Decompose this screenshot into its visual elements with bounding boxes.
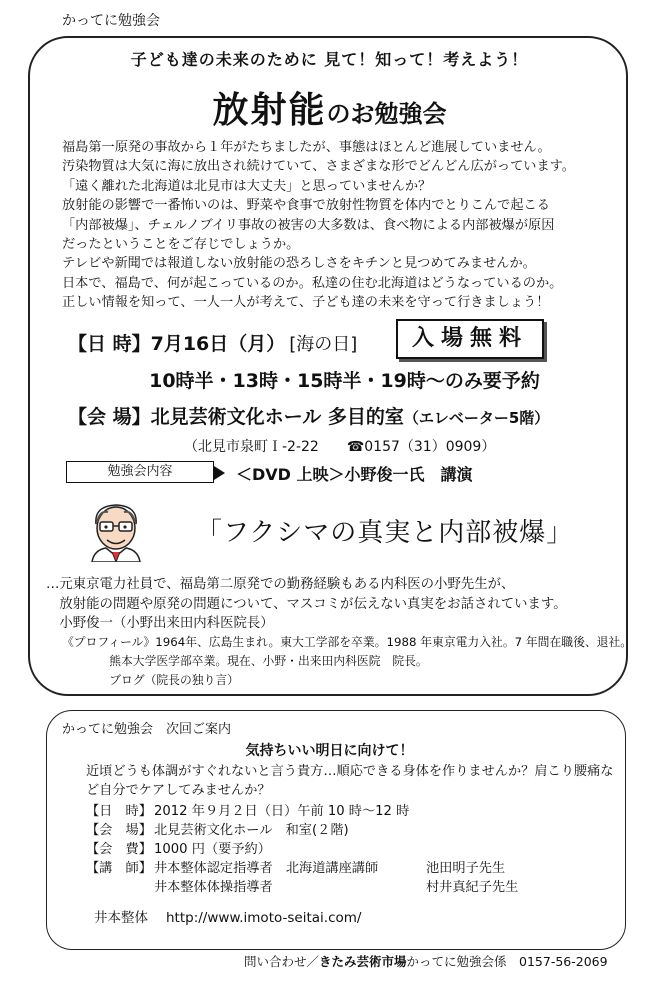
next-event-intro: 近頃どうも体調がすぐれないと言う貴方…順応できる身体を作りませんか？肩こり腰痛な ど自分でケアしてみませんか？ [86,764,614,798]
detail-label: 【講 師】 [86,861,152,876]
detail-value: 2012 年９月２日（日）午前 10 時〜12 時 [154,804,410,819]
free-admission-badge: 入場無料 [396,319,544,359]
contact-suffix: かってに勉強会係 0157-56-2069 [406,954,608,969]
contact-brand: きたみ芸術市場 [319,954,407,969]
address-text: （北見市泉町Ｉ-2-22 [184,439,319,455]
detail-value: 井本整体体操指導者 [154,880,273,895]
title-sub: のお勉強会 [326,100,447,128]
phone-number: ☎0157（31）0909） [346,439,496,455]
venue-address [184,436,495,456]
website-label: 井本整体 [94,910,148,926]
instructor-name: 池田明子先生 [426,861,506,876]
venue-label: 【会 場】北見芸術文化ホール 多目的室 [68,406,404,428]
contact-prefix: 問い合わせ／ [244,954,320,969]
event-date [68,329,357,356]
page-title [0,82,659,133]
detail-label: 【会 場】 [86,823,152,838]
date-label: 【日 時】7月16日（月） [68,333,286,355]
content-label-arrow: 勉強会内容 [66,461,214,483]
dvd-lecture-info: ＜DVD 上映＞小野俊一氏 講演 [236,465,473,484]
contact-footer [244,952,608,970]
venue-floor: （エレベーター5階） [403,409,550,427]
detail-value: 1000 円（要予約） [154,842,271,857]
website-link[interactable]: http://www.imoto-seitai.com/ [166,910,362,926]
detail-label: 【日 時】 [86,804,152,819]
speaker-cartoon-icon [84,500,148,562]
website-info [94,906,361,926]
holiday-note: [海の日] [289,334,358,355]
detail-label: 【会 費】 [86,842,152,857]
next-event-label: かってに勉強会 次回ご案内 [62,722,232,737]
event-times: 10時半・13時・15時半・19時〜のみ要予約 [149,370,540,392]
instructor-name: 村井真紀子先生 [426,880,519,895]
intro-text: 福島第一原発の事故から１年がたちましたが、事態はほとんど進展していません。 汚染物質は大気に海に放出され続けていて、さまざまな形でどんどん広がっています。 「遠く離れた北海道は北見市は大丈夫」と思っていませんか？ 放射能の影響で一番怖いのは、野菜や食事で放射性物質を体内でとりこんで起こる 「内部被爆」、チェルノブイリ事故の被害の大多数は、食べ物による内部被爆が原因 だったということをご存じでしょうか。 テレビや新聞では報道しない放射能の恐ろしさをキチンと見つめてみませんか。 日本で、福島で、何が起こっているのか。私達の住む北海道はどうなっているのか。 正しい情報を知って、一人一人が考えて、子ども達の未来を守って行きましょう！ [62,140,575,311]
detail-value: 井本整体認定指導者 北海道講座講師 [154,861,379,876]
lecture-title: 「フクシマの真実と内部被爆」 [196,518,574,548]
title-main: 放射能 [212,90,327,131]
speaker-bio: …元東京電力社員で、福島第二原発での勤務経験もある内科医の小野先生が、 放射能の問題や原発の問題について、マスコミが伝えない真実をお話されています。 小野俊一（小野出来田内科医院長） [46,577,567,631]
next-event-title: 気持ちいい明日に向けて！ [245,743,414,759]
tagline: 子ども達の未来のために 見て！知って！考えよう！ [130,50,529,69]
speaker-profile: 《プロフィール》1964年、広島生まれ。東大工学部を卒業。1988 年東京電力入社。7 年間在職後、退社。 熊本大学医学部卒業。現在、小野・出来田内科医院 院長。 ブログ（院長の独り言） [62,635,633,687]
detail-value: 北見芸術文化ホール 和室(２階) [154,823,349,838]
event-venue [68,402,549,429]
header-org-name: かってに勉強会 [62,13,160,29]
